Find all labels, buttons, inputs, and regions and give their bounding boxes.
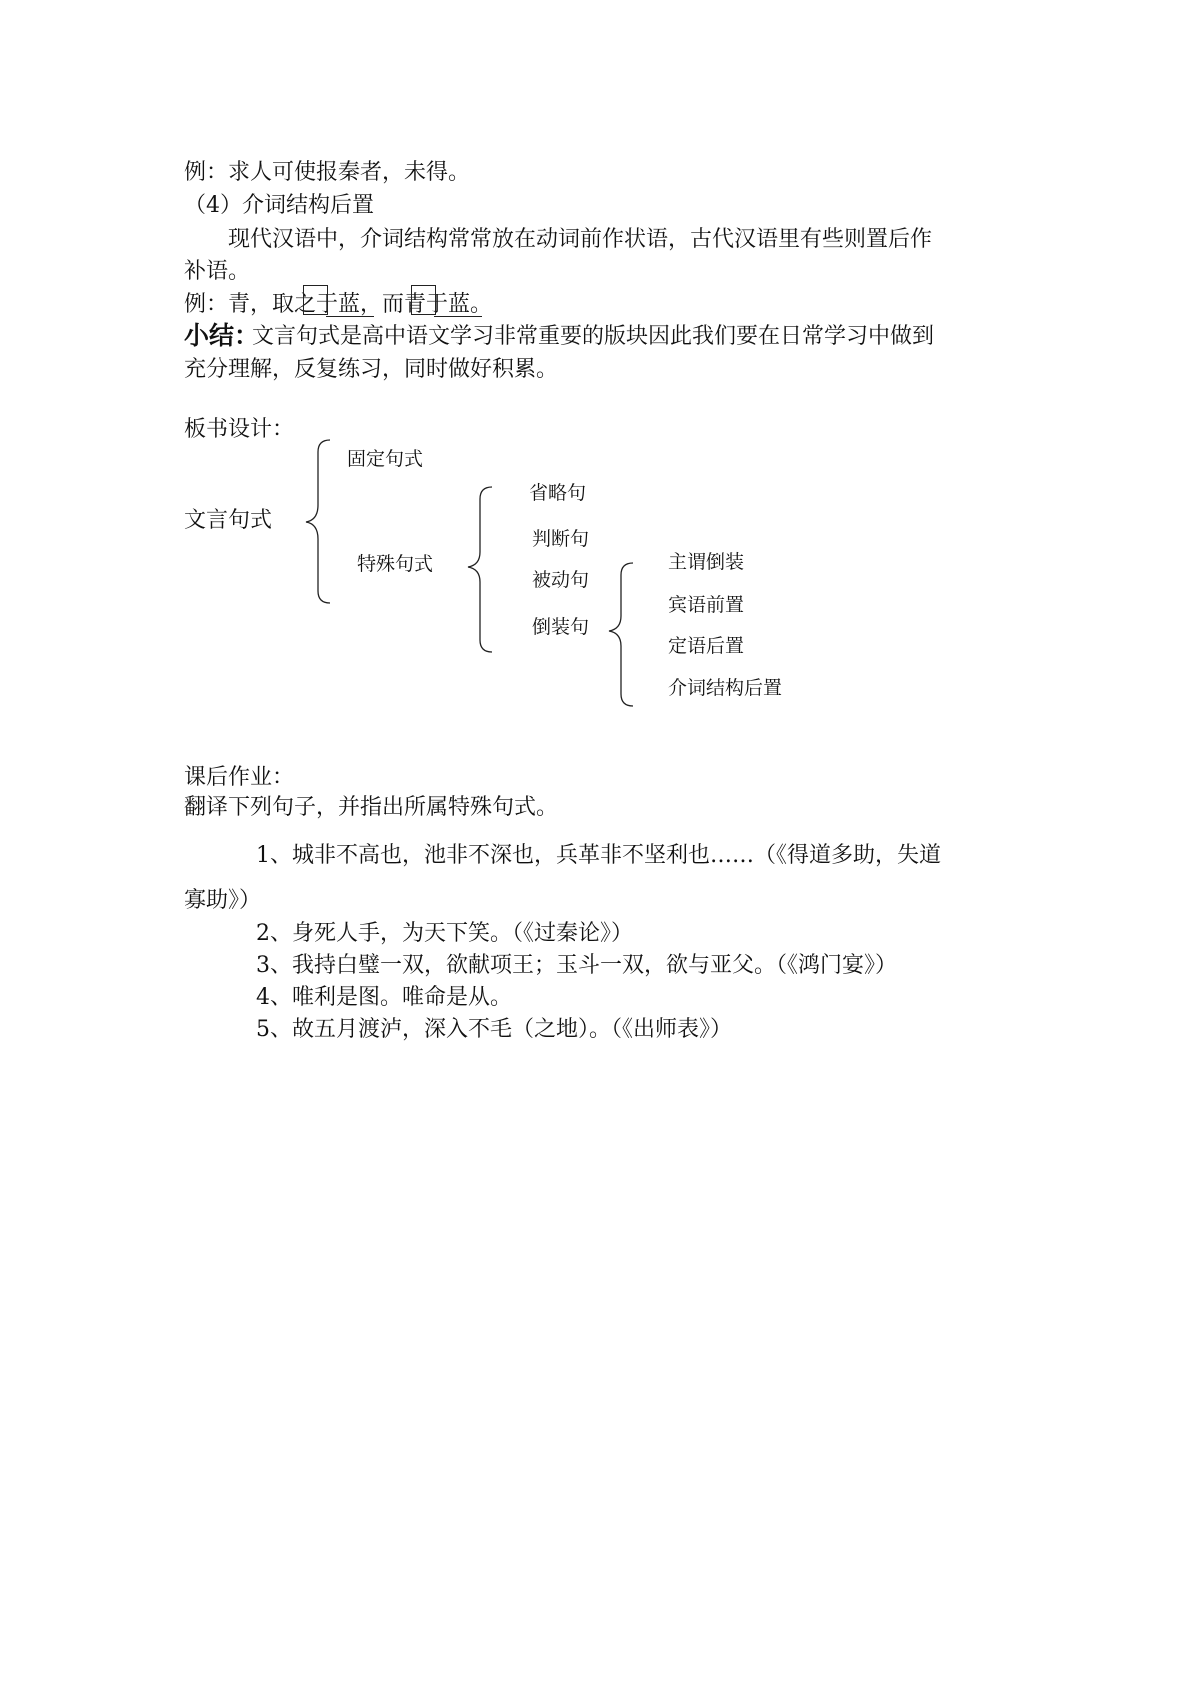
summary-text-line-2: 充分理解，反复练习，同时做好积累。 — [184, 357, 559, 382]
example-sentence-1: 例：求人可使报秦者，未得。 — [184, 160, 471, 185]
board-inverted-item: 主谓倒装 — [668, 551, 745, 573]
board-special-item: 判断句 — [532, 528, 590, 550]
board-root-label: 文言句式 — [184, 508, 273, 533]
summary-label: 小结： — [184, 321, 260, 350]
board-special-item: 倒装句 — [532, 616, 590, 638]
paragraph-line-2: 补语。 — [184, 259, 251, 284]
board-design-title: 板书设计： — [184, 417, 295, 442]
homework-instruction: 翻译下列句子，并指出所属特殊句式。 — [184, 795, 559, 820]
board-inverted-item: 定语后置 — [668, 635, 745, 657]
homework-title: 课后作业： — [184, 765, 295, 790]
homework-item-1-cont: 寡助》） — [184, 888, 262, 913]
paragraph-line-1: 现代汉语中，介词结构常常放在动词前作状语，古代汉语里有些则置后作 — [228, 227, 933, 252]
brace-root — [306, 440, 330, 603]
board-inverted-item: 介词结构后置 — [668, 677, 783, 699]
homework-item-2: 2、身死人手，为天下笑。（《过秦论》） — [256, 921, 633, 946]
board-inverted-item: 宾语前置 — [668, 594, 745, 616]
board-special-item: 被动句 — [532, 569, 590, 591]
summary-text: 文言句式是高中语文学习非常重要的版块因此我们要在日常学习中做到 — [252, 324, 935, 349]
example-sentence-2: 例：青，取之于蓝，而青于蓝。 — [184, 292, 493, 317]
homework-item-5: 5、故五月渡泸，深入不毛（之地）。（《出师表》） — [256, 1017, 732, 1042]
homework-item-3: 3、我持白璧一双，欲献项王；玉斗一双，欲与亚父。（《鸿门宴》） — [256, 953, 897, 978]
brace-special — [468, 487, 492, 652]
board-special-sentence: 特殊句式 — [357, 553, 434, 575]
brace-inverted — [609, 563, 633, 706]
board-special-item: 省略句 — [529, 482, 587, 504]
homework-item-4: 4、唯利是图。唯命是从。 — [256, 985, 512, 1010]
section-heading-4: （4）介词结构后置 — [184, 193, 374, 218]
board-fixed-sentence: 固定句式 — [347, 448, 424, 470]
homework-item-1: 1、城非不高也，池非不深也，兵革非不坚利也……（《得道多助，失道 — [256, 843, 941, 868]
